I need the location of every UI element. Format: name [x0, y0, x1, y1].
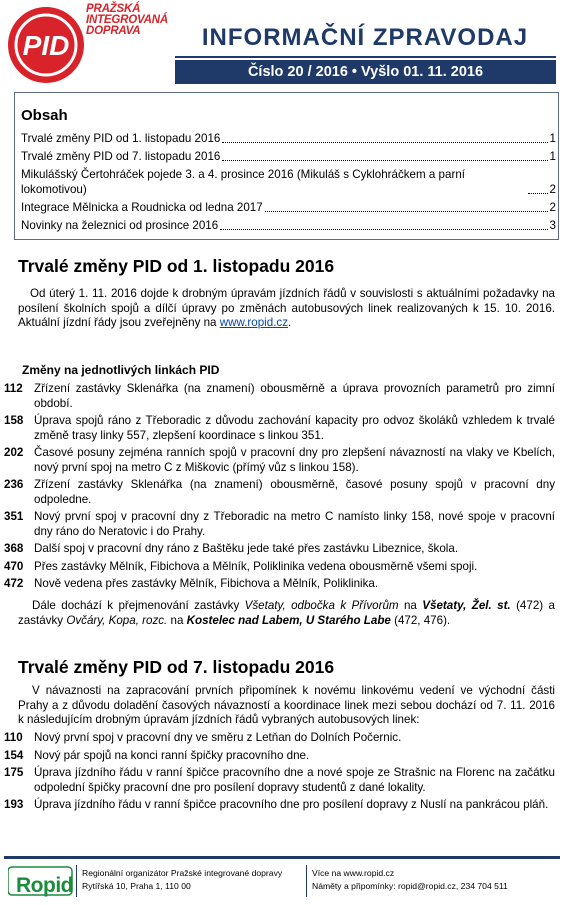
- section-2-line-list: [4, 731, 555, 816]
- brand-line-3: DOPRAVA: [86, 25, 141, 37]
- footer-address: Rytířská 10, Praha 1, 110 00: [82, 881, 191, 891]
- line-description: Zřízení zastávky Sklenářka (na znamení) obousměrně a úprava provozních parametrů pro zimní období.: [34, 382, 555, 410]
- line-description: Nový pár spojů na konci ranní špičky pracovního dne.: [34, 748, 310, 762]
- line-description: Časové posuny zejména ranních spojů v pracovní dny pro zlepšení návazností na vlaky ve Kbelích, nový první spoj na metro C z Miškovic (přímý vůz s linkou 158).: [34, 446, 555, 474]
- issue-bar: Číslo 20 / 2016 • Vyšlo 01. 11. 2016: [175, 60, 556, 84]
- line-number: 470: [4, 559, 24, 573]
- toc-leader: [265, 211, 548, 212]
- line-description: Úprava jízdního řádu v ranní špičce pracovního dne a nové spoje ze Strašnic na Florenc na začátku odpolední špičky pracovní dne pro posílení dopravy studentů z dané lokality.: [34, 766, 555, 794]
- line-description: Nově vedena přes zastávky Mělník, Fibichova a Mělník, Poliklinika.: [34, 577, 379, 590]
- new-stop-name: Kostelec nad Labem, U Starého Labe: [186, 613, 391, 627]
- rename-text: Dále dochází k přejmenování zastávky: [32, 599, 245, 612]
- line-number: 202: [4, 446, 24, 459]
- line-description: Další spoj v pracovní dny ráno z Baštěku jede také přes zastávku Libeznice, škola.: [34, 542, 459, 555]
- toc-item[interactable]: [21, 149, 556, 164]
- toc-item[interactable]: [21, 218, 556, 233]
- toc-item[interactable]: [21, 131, 556, 146]
- old-stop-name: Ovčáry, Kopa, rozc.: [66, 613, 168, 627]
- section-1-title: Trvalé změny PID od 1. listopadu 2016: [18, 256, 335, 276]
- rename-text: na: [167, 613, 187, 627]
- brand-line-2: INTEGROVANÁ: [86, 14, 168, 26]
- line-description: Zřízení zastávky Sklenářka (na znamení) obousměrně, časové posuny spojů v pracovní dny odpoledne.: [34, 478, 555, 506]
- toc-item-page: 1: [549, 150, 556, 163]
- list-item: [4, 766, 555, 795]
- ropid-logo-text: Ropid: [16, 874, 73, 897]
- footer-divider: [76, 865, 77, 897]
- toc-heading: Obsah: [21, 107, 68, 124]
- toc-item-page: 1: [549, 132, 556, 145]
- ropid-logo: [8, 865, 74, 897]
- toc-item-title: Trvalé změny PID od 1. listopadu 2016: [21, 132, 221, 145]
- footer-org-info: [82, 867, 282, 893]
- list-item: [4, 560, 555, 575]
- line-number: 193: [4, 798, 24, 811]
- section-1-intro-text: Od úterý 1. 11. 2016 dojde k drobným úpravám jízdních řádů v souvislosti s aktuálními požadavky na posílení školních spojů a dílčí úpravy po změnách autobusových linek realizovaných k 15. 10. 2016. Aktuální jízdní řády jsou zveřejněny na: [18, 287, 555, 329]
- list-item: [4, 731, 555, 746]
- page-header: [0, 0, 564, 100]
- toc-item-title: Trvalé změny PID od 7. listopadu 2016: [21, 150, 221, 163]
- list-item: [4, 542, 555, 557]
- line-number: 158: [4, 414, 24, 427]
- footer-contact-info: [312, 867, 508, 893]
- newsletter-title: INFORMAČNÍ ZPRAVODAJ: [201, 24, 529, 51]
- line-number: 351: [4, 510, 24, 523]
- footer-divider: [306, 865, 307, 897]
- section-1-intro-end: .: [288, 316, 292, 329]
- line-number: 472: [4, 577, 24, 590]
- line-number: 110: [4, 731, 23, 744]
- pid-logo-text: PID: [22, 30, 70, 61]
- toc-item-page: 3: [549, 219, 556, 232]
- line-description: Úprava spojů ráno z Třeboradic z důvodu zachování kapacity pro odvoz školáků vzhledem k trvalé změně trasy linky 557, zlepšení koordinace s linkou 351.: [34, 414, 555, 442]
- line-number: 236: [4, 478, 24, 491]
- rename-text: (472) a zastávky: [18, 599, 555, 627]
- line-number: 112: [4, 382, 23, 395]
- section-1-intro: [18, 287, 555, 331]
- new-stop-name: Všetaty, Žel. st.: [422, 599, 511, 612]
- rename-text: na: [398, 599, 423, 612]
- line-description: Nový první spoj v pracovní dny ve směru z Letňan do Dolních Počernic.: [34, 731, 402, 744]
- toc-item-title: Novinky na železnici od prosince 2016: [21, 219, 219, 232]
- footer-website[interactable]: Více na www.ropid.cz: [312, 868, 395, 878]
- line-number: 175: [4, 766, 24, 779]
- list-item: [4, 478, 555, 507]
- ropid-link[interactable]: www.ropid.cz: [219, 316, 289, 329]
- line-number: 368: [4, 542, 24, 555]
- footer-org: Regionální organizátor Pražské integrované dopravy: [82, 868, 283, 878]
- list-item: [4, 382, 555, 411]
- toc-item[interactable]: [21, 200, 556, 215]
- toc-list: [21, 131, 556, 236]
- old-stop-name: Všetaty, odbočka k Přívorům: [244, 599, 399, 612]
- pid-logo: [6, 2, 168, 88]
- toc-item-title: Mikulášský Čertohráček pojede 3. a 4. prosince 2016 (Mikuláš s Cyklohráčkem a parní lokomotivou): [21, 168, 465, 196]
- page-footer: [4, 856, 560, 900]
- pid-logo-icon: [6, 2, 86, 88]
- section-2-intro: V návaznosti na zapracování prvních připomínek k novému linkovému vedení ve východní části Prahy a z důvodu doladění časových návazností a koordinace linek mezi sebou dochází od 7. 11. 2016 k následujícím drobným úpravám jízdních řádů vybraných autobusových linek:: [18, 684, 555, 726]
- footer-contact[interactable]: Náměty a připomínky: ropid@ropid.cz, 234 704 511: [312, 881, 508, 891]
- section-1-subheading: Změny na jednotlivých linkách PID: [22, 363, 220, 377]
- list-item: [4, 414, 555, 443]
- list-item: [4, 798, 555, 813]
- list-item: [4, 446, 555, 475]
- line-description: Nový první spoj v pracovní dny z Třeboradic na metro C namísto linky 158, nové spoje v pracovní dny ráno do Neratovic i do Prahy.: [34, 510, 555, 538]
- section-1-rename-note: [18, 599, 555, 628]
- toc-leader: [222, 142, 547, 143]
- brand-line-1: PRAŽSKÁ: [86, 3, 141, 15]
- rename-text: (472, 476).: [390, 613, 451, 627]
- toc-leader: [220, 229, 547, 230]
- list-item: [4, 749, 555, 764]
- section-1-line-list: [4, 382, 555, 595]
- toc-leader: [528, 193, 548, 194]
- line-number: 154: [4, 748, 24, 762]
- list-item: [4, 577, 555, 592]
- toc-item-title: Integrace Mělnicka a Roudnicka od ledna 2017: [21, 201, 263, 214]
- toc-leader: [222, 160, 547, 161]
- line-description: Úprava jízdního řádu v ranní špičce pracovního dne pro posílení dopravy z Nuslí na pankrácou pláň.: [34, 798, 549, 811]
- line-description: Přes zastávky Mělník, Fibichova a Mělník, Poliklinika vedena obousměrně všemi spoji.: [34, 559, 478, 573]
- toc-item[interactable]: [21, 167, 556, 197]
- table-of-contents: [14, 92, 559, 240]
- header-rule: [175, 56, 556, 58]
- list-item: [4, 510, 555, 539]
- section-2-title: Trvalé změny PID od 7. listopadu 2016: [18, 657, 335, 677]
- toc-item-page: 2: [549, 183, 556, 196]
- toc-item-page: 2: [549, 201, 556, 214]
